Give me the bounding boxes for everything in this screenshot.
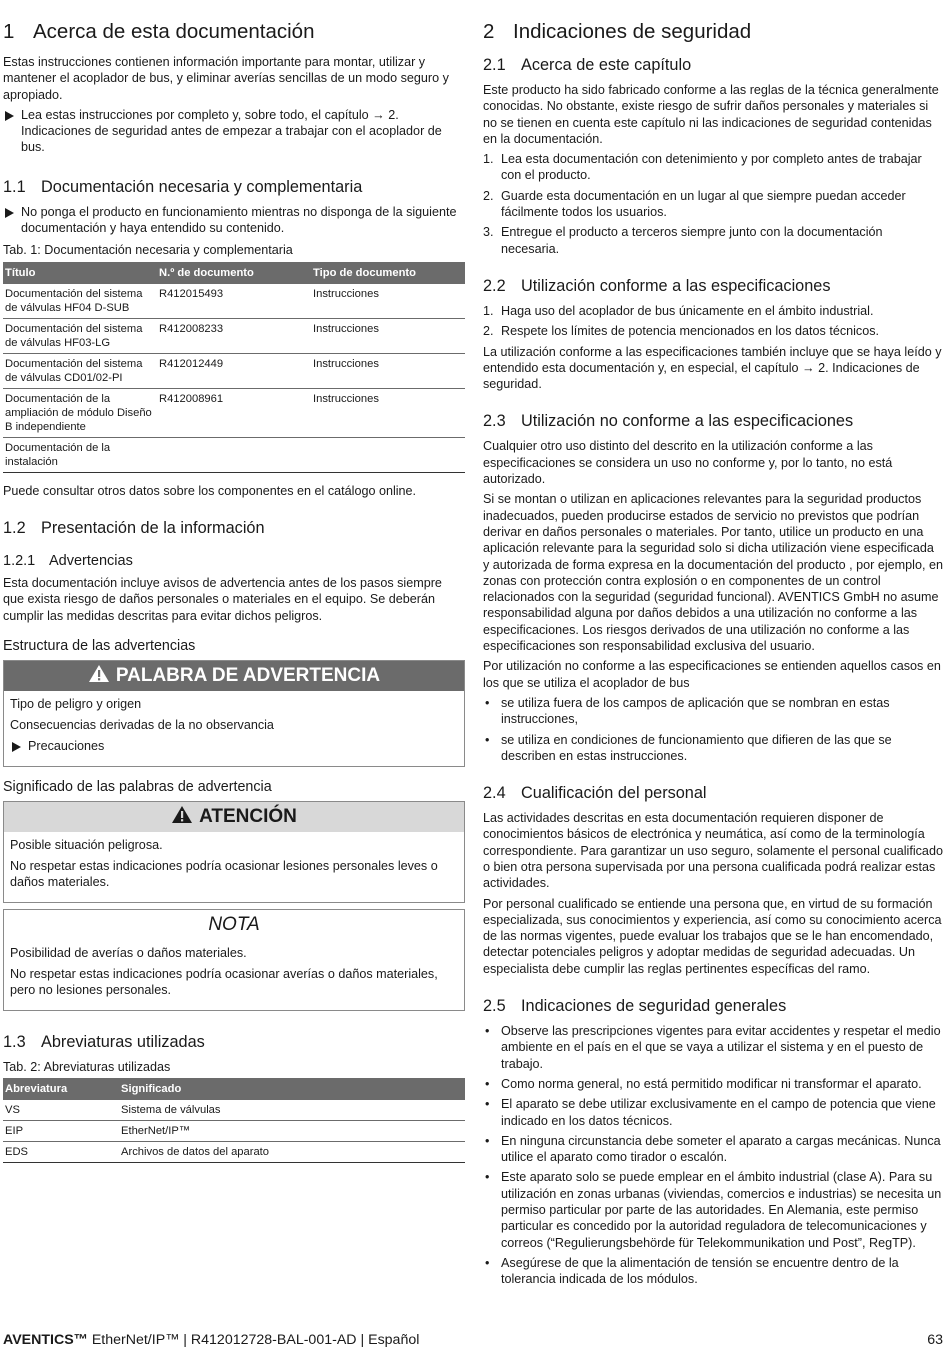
table-row (3, 437, 465, 472)
section-number: 1.2 (3, 518, 26, 537)
section-title: Documentación necesaria y complementaria (41, 177, 363, 196)
list-item: 1. Haga uso del acoplador de bus únicamente en el ámbito industrial. (483, 303, 874, 318)
section-number: 1.2.1 (3, 552, 36, 569)
table-cell: Documentación de la instalación (3, 437, 157, 472)
section-2-3-paragraph: Por utilización no conforme a las especificaciones se entienden aquellos casos en los que se utiliza el acoplador de bus (483, 659, 941, 690)
table-cell: Documentación del sistema de válvulas HF03-LG (3, 318, 157, 353)
instruction-text: No ponga el producto en funcionamiento mientras no disponga de la siguiente documentación y haya entendido su contenido. (21, 204, 457, 236)
section-2-heading (483, 18, 943, 46)
list-item: • se utiliza fuera de los campos de aplicación que se nombran en estas instrucciones, (485, 695, 890, 727)
footer-brand: AVENTICS™ (3, 1332, 88, 1348)
warning-triangle-icon (171, 804, 193, 823)
nota-line: Posibilidad de averías o daños materiales. (10, 945, 247, 960)
section-2-3-heading (483, 410, 943, 432)
list-item-text: El aparato se debe utilizar exclusivamente en el campo de potencia que viene indicado en los datos técnicos. (501, 1097, 936, 1128)
section-2-5-heading (483, 995, 943, 1017)
section-1-paragraph: Estas instrucciones contienen información importante para montar, utilizar y mantener el acoplador de bus, y eliminar averías sencillas de un modo seguro y apropiado. (3, 55, 449, 102)
warning-triangle-icon (88, 663, 110, 682)
section-2-4-heading (483, 782, 943, 804)
table-cell: EIP (3, 1120, 119, 1141)
section-number: 1 (3, 20, 15, 43)
table-cell: Sistema de válvulas (119, 1100, 465, 1121)
section-number: 2.4 (483, 784, 506, 803)
page-footer (3, 1331, 943, 1349)
section-title: Indicaciones de seguridad (513, 20, 752, 43)
table-row (3, 1120, 465, 1141)
numbered-list (483, 303, 943, 340)
bullet-list (483, 1023, 943, 1287)
list-item-text: Respete los límites de potencia mencionados en los datos técnicos. (501, 324, 880, 339)
list-item: • Este aparato solo se puede emplear en el ámbito industrial (clase A). Para su utilización en zonas urbanas (viviendas, comercios e industrias) se necesita un permiso particular por parte de las autoridades. En Alemania, este permiso particular es concedido por la autoridad reguladora de telecomunicaciones y correos (“Regulierungsbehörde für Telekommunikation und Post”, RegTP). (485, 1170, 942, 1250)
table-caption: Tab. 1: Documentación necesaria y complementaria (3, 243, 293, 258)
list-item: • El aparato se debe utilizar exclusivamente en el campo de potencia que viene indicado en los datos técnicos. (485, 1097, 936, 1128)
arrow-bullet-icon (12, 742, 21, 752)
section-number: 1.3 (3, 1032, 26, 1051)
table-cell: R412008961 (157, 388, 311, 437)
list-item-text: Haga uso del acoplador de bus únicamente en el ámbito industrial. (501, 303, 874, 318)
section-title: Indicaciones de seguridad generales (521, 997, 787, 1016)
section-2-3-paragraph: Si se montan o utilizan en aplicaciones relevantes para la seguridad productos inadecuados, pueden producirse estados de servicio no previstos que podrían derivar en daños personales o materiales. Por tanto, utilice un producto en una aplicación relevante para la seguridad solo si dicha utilización viene especificada y autorizada de forma expresa en la documentación del producto , por ejemplo, en zonas con protección contra explosión o en componentes de un control relacionados con la seguridad (seguridad funcional). AVENTICS GmbH no asume responsabilidad alguna por daños debidos a una utilización no conforme a las especificaciones. Los riesgos derivados de una utilización no conforme a las especificaciones son responsabilidad exclusiva del usuario. (483, 492, 943, 654)
instruction-text: Lea estas instrucciones por completo y, sobre todo, el capítulo → 2. Indicaciones de seguridad antes de empezar a trabajar con el acoplador de bus. (21, 107, 442, 155)
section-title: Utilización no conforme a las especificaciones (521, 412, 854, 431)
precautions (10, 738, 458, 754)
warning-title: PALABRA DE ADVERTENCIA (115, 664, 381, 686)
list-item: • Como norma general, no está permitido modificar ni transformar el aparato. (485, 1076, 922, 1091)
list-item-text: Entregue el producto a terceros siempre junto con la documentación necesaria. (501, 225, 883, 256)
section-2-4-paragraph: Las actividades descritas en esta documentación requieren disponer de conocimientos básicos de electrónica y neumática, así como de la terminología correspondiente. Para garantizar un uso seguro, solamente el personal cualificado o bien otra persona supervisada por una persona cualificada podrá realizar estas actividades. (483, 811, 943, 891)
section-number: 2.1 (483, 56, 506, 74)
table-cell: Instrucciones (311, 388, 465, 437)
table-row (3, 388, 465, 437)
bullet-list (483, 695, 943, 764)
column-header: N.º de documento (157, 262, 311, 284)
column-header: Significado (119, 1078, 465, 1100)
structure-title: Estructura de las advertencias (3, 637, 196, 654)
column-header: Abreviatura (3, 1078, 119, 1100)
table-cell: Archivos de datos del aparato (119, 1141, 465, 1162)
section-title: Advertencias (49, 552, 133, 569)
table-cell: VS (3, 1100, 119, 1121)
list-item-text: Observe las prescripciones vigentes para evitar accidentes y respetar el medio ambiente en el país en el que se vaya a utilizar el sistema y en el puesto de trabajo. (501, 1024, 941, 1071)
section-1-3-heading (3, 1031, 465, 1053)
table-cell: Instrucciones (311, 284, 465, 319)
atencion-header (4, 802, 464, 832)
table-cell: Documentación del sistema de válvulas CD01/02-PI (3, 353, 157, 388)
list-item: • Observe las prescripciones vigentes para evitar accidentes y respetar el medio ambiente en el país en el que se vaya a utilizar el sistema y en el puesto de trabajo. (485, 1024, 941, 1071)
list-item: 1. Lea esta documentación con detenimiento y por completo antes de trabajar con el producto. (483, 152, 922, 183)
page-number: 63 (927, 1332, 943, 1348)
section-title: Acerca de esta documentación (33, 20, 315, 43)
footer-document-info: EtherNet/IP™ | R412012728-BAL-001-AD | Español (87, 1332, 420, 1348)
atencion-box (3, 801, 465, 903)
table-row (3, 318, 465, 353)
list-item-text: Guarde esta documentación en un lugar al que siempre puedan acceder fácilmente todos los usuarios. (501, 188, 906, 220)
nota-header: NOTA (4, 910, 464, 940)
list-item: 2. Guarde esta documentación en un lugar al que siempre puedan acceder fácilmente todos los usuarios. (483, 188, 906, 220)
section-number: 2.2 (483, 276, 506, 295)
table-cell (311, 437, 465, 472)
table-row (3, 353, 465, 388)
section-number: 2.3 (483, 412, 506, 431)
meaning-title: Significado de las palabras de advertencia (3, 778, 272, 795)
atencion-line: Posible situación peligrosa. (10, 837, 163, 852)
section-title: Utilización conforme a las especificaciones (521, 276, 831, 295)
section-1-1-heading (3, 176, 465, 198)
section-title: Presentación de la información (41, 518, 265, 537)
list-item-text: se utiliza en condiciones de funcionamiento que difieren de las que se describen en estas instrucciones. (501, 732, 892, 763)
list-item-text: se utiliza fuera de los campos de aplicación que se nombran en estas instrucciones, (501, 695, 890, 727)
list-item-text: Lea esta documentación con detenimiento y por completo antes de trabajar con el producto. (501, 152, 922, 183)
warning-body (4, 691, 464, 766)
list-item: • En ninguna circunstancia debe someter el aparato a cargas mecánicas. Nunca utilice el aparato como tirador o escalón. (485, 1133, 941, 1165)
section-title: Cualificación del personal (521, 784, 707, 803)
left-column (3, 18, 465, 1163)
atencion-body (4, 832, 464, 902)
table-cell: EtherNet/IP™ (119, 1120, 465, 1141)
table-row (3, 1141, 465, 1162)
consequences: Consecuencias derivadas de la no observancia (10, 718, 274, 733)
table-cell: EDS (3, 1141, 119, 1162)
table-row (3, 1100, 465, 1121)
section-number: 2 (483, 20, 495, 43)
instruction-step (3, 204, 465, 237)
section-number: 1.1 (3, 177, 26, 196)
atencion-title: ATENCIÓN (199, 805, 297, 827)
table-cell: Instrucciones (311, 318, 465, 353)
section-title: Abreviaturas utilizadas (41, 1032, 205, 1051)
hazard-type: Tipo de peligro y origen (10, 696, 142, 711)
list-item-text: Como norma general, no está permitido modificar ni transformar el aparato. (501, 1076, 922, 1091)
section-2-3-paragraph: Cualquier otro uso distinto del descrito en la utilización conforme a las especificaciones se considera un uso no conforme y, por lo tanto, no está autorizado. (483, 439, 893, 487)
table-cell: R412012449 (157, 353, 311, 388)
nota-body (4, 940, 464, 1010)
table-cell: R412008233 (157, 318, 311, 353)
warnings-paragraph: Esta documentación incluye avisos de advertencia antes de los pasos siempre que exista riesgo de daños personales o materiales en el equipo. Se deberán cumplir las medidas descritas para evitar dichos peligros. (3, 575, 442, 623)
list-item: • se utiliza en condiciones de funcionamiento que difieren de las que se describen en estas instrucciones. (485, 732, 892, 763)
table-note: Puede consultar otros datos sobre los componentes en el catálogo online. (3, 483, 417, 498)
list-item: 3. Entregue el producto a terceros siempre junto con la documentación necesaria. (483, 225, 883, 256)
arrow-bullet-icon (5, 111, 14, 121)
documentation-table (3, 262, 465, 473)
warning-header (4, 661, 464, 691)
section-2-2-paragraph: La utilización conforme a las especificaciones también incluye que se haya leído y entendido esta documentación y, en especial, el capítulo → 2. Indicaciones de seguridad. (483, 344, 942, 392)
instruction-step (3, 107, 465, 156)
nota-box (3, 909, 465, 1011)
right-column (483, 18, 943, 1292)
section-2-4-paragraph: Por personal cualificado se entiende una persona que, en virtud de su formación especializada, sus conocimientos y experiencia, así como su conocimiento acerca de las normas vigentes, puede evaluar los trabajos que se le han encomendado, detectar potenciales peligros y adoptar medidas de seguridad adecuadas. Un especialista debe cumplir las reglas pertinentes específicas del ramo. (483, 896, 942, 976)
table-cell: Documentación de la ampliación de módulo Diseño B independiente (3, 388, 157, 437)
list-item-text: Este aparato solo se puede emplear en el ámbito industrial (clase A). Para su utilización en zonas urbanas (viviendas, comercios e industrias) se necesita un permiso particular por parte de las autoridades. En Alemania, este permiso particular es concedido por la autoridad reguladora de telecomunicaciones y correos (“Regulierungsbehörde für Telekommunikation und Post”, RegTP). (501, 1170, 942, 1250)
abbreviations-table (3, 1078, 465, 1163)
warning-structure-box (3, 660, 465, 767)
section-1-2-heading (3, 517, 465, 539)
section-1-heading (3, 18, 465, 46)
table-header-row (3, 1078, 465, 1100)
table-row (3, 284, 465, 319)
section-2-1-paragraph: Este producto ha sido fabricado conforme a las reglas de la técnica generalmente conocidas. No obstante, existe riesgo de sufrir daños personales y materiales si no se tienen en cuenta este capítulo ni las indicaciones de seguridad contenidas en la documentación. (483, 83, 939, 146)
section-1-2-1-heading (3, 551, 465, 571)
list-item-text: En ninguna circunstancia debe someter el aparato a cargas mecánicas. Nunca utilice el aparato como tirador o escalón. (501, 1133, 941, 1165)
nota-line: No respetar estas indicaciones podría ocasionar averías o daños materiales, pero no lesiones personales. (10, 966, 438, 998)
precautions-text: Precauciones (28, 739, 105, 754)
section-title: Acerca de este capítulo (521, 56, 692, 74)
table-cell (157, 437, 311, 472)
column-header: Título (3, 262, 157, 284)
table-caption: Tab. 2: Abreviaturas utilizadas (3, 1059, 171, 1074)
list-item-text: Asegúrese de que la alimentación de tensión se encuentre dentro de la tolerancia indicada de los módulos. (501, 1255, 899, 1287)
table-cell: R412015493 (157, 284, 311, 319)
list-item: • Asegúrese de que la alimentación de tensión se encuentre dentro de la tolerancia indicada de los módulos. (485, 1255, 899, 1287)
column-header: Tipo de documento (311, 262, 465, 284)
section-number: 2.5 (483, 997, 506, 1016)
section-2-2-heading (483, 275, 943, 297)
list-item: 2. Respete los límites de potencia mencionados en los datos técnicos. (483, 324, 880, 339)
section-2-1-heading (483, 54, 943, 76)
atencion-line: No respetar estas indicaciones podría ocasionar lesiones personales leves o daños materiales. (10, 859, 438, 890)
arrow-bullet-icon (5, 208, 14, 218)
table-header-row (3, 262, 465, 284)
numbered-list (483, 151, 943, 257)
table-cell: Documentación del sistema de válvulas HF04 D-SUB (3, 284, 157, 319)
table-cell: Instrucciones (311, 353, 465, 388)
